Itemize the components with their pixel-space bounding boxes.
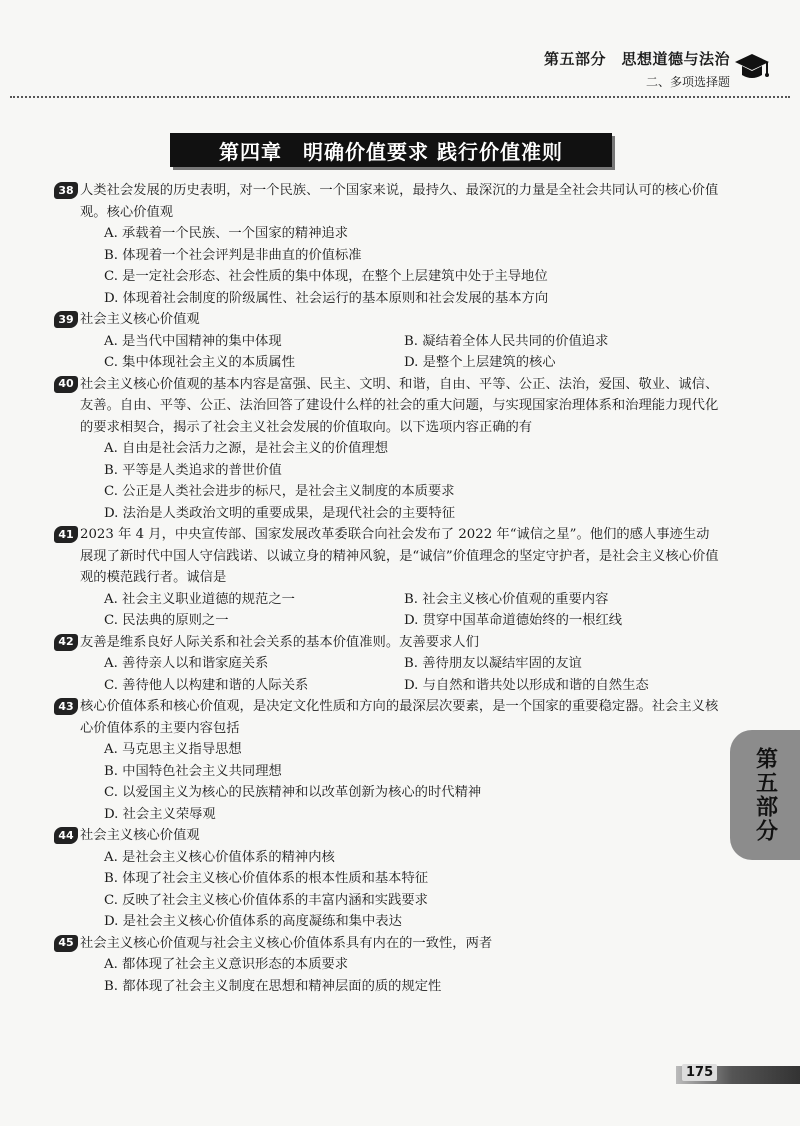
option-item: B. 社会主义核心价值观的重要内容 bbox=[404, 591, 609, 607]
option-item: C. 民法典的原则之一 bbox=[104, 613, 229, 628]
option-item: A. 自由是社会活力之源，是社会主义的价值理想 bbox=[104, 441, 388, 456]
side-tab bbox=[730, 730, 800, 860]
option-list bbox=[80, 954, 720, 997]
option-list bbox=[80, 589, 720, 632]
option-item: A. 社会主义职业道德的规范之一 bbox=[104, 591, 295, 607]
option-item: B. 凝结着全体人民共同的价值追求 bbox=[404, 333, 609, 349]
question-stem: 社会主义核心价值观的基本内容是富强、民主、文明、和谐，自由、平等、公正、法治，爱国、敬业、诚信、友善。自由、平等、公正、法治回答了建设什么样的社会的重大问题，与实现国家治理体系和治理能力现代化的要求相契合，揭示了社会主义社会发展的价值取向。以下选项内容正确的有 bbox=[80, 376, 719, 435]
question-stem: 2023 年 4 月，中央宣传部、国家发展改革委联合向社会发布了 2022 年“诚信之星”。他们的感人事迹生动展现了新时代中国人守信践诺、以诚立身的精神风貌，是“诚信”价值理念的坚定守护者，是社会主义核心价值观的模范践行者。诚信是 bbox=[80, 527, 719, 585]
option-list bbox=[80, 223, 720, 309]
question-number-badge: 41 bbox=[54, 526, 78, 543]
question-item bbox=[58, 696, 720, 825]
question-stem: 社会主义核心价值观 bbox=[80, 312, 200, 327]
option-item: D. 社会主义荣辱观 bbox=[104, 806, 216, 822]
question-number-badge: 39 bbox=[54, 311, 78, 328]
option-item: B. 中国特色社会主义共同理想 bbox=[104, 763, 282, 779]
question-item bbox=[58, 632, 720, 697]
option-item: C. 公正是人类社会进步的标尺，是社会主义制度的本质要求 bbox=[104, 484, 455, 499]
option-item: C. 以爱国主义为核心的民族精神和以改革创新为核心的时代精神 bbox=[104, 785, 482, 800]
question-number-badge: 38 bbox=[54, 182, 78, 199]
question-item bbox=[58, 933, 720, 998]
question-number-badge: 43 bbox=[54, 698, 78, 715]
page-number: 175 bbox=[682, 1064, 717, 1081]
question-item bbox=[58, 825, 720, 933]
question-list bbox=[58, 180, 720, 997]
option-item: B. 都体现了社会主义制度在思想和精神层面的质的规定性 bbox=[104, 978, 442, 994]
option-item: D. 法治是人类政治文明的重要成果，是现代社会的主要特征 bbox=[104, 505, 456, 521]
option-item: A. 承载着一个民族、一个国家的精神追求 bbox=[104, 226, 349, 241]
question-stem: 社会主义核心价值观 bbox=[80, 828, 200, 843]
option-item: B. 善待朋友以凝结牢固的友谊 bbox=[404, 656, 582, 671]
header-divider bbox=[10, 96, 790, 98]
question-stem: 友善是维系良好人际关系和社会关系的基本价值准则。友善要求人们 bbox=[80, 634, 479, 650]
question-number-badge: 42 bbox=[54, 634, 78, 651]
running-header bbox=[544, 48, 730, 90]
option-item: A. 善待亲人以和谐家庭关系 bbox=[104, 656, 269, 671]
question-number-badge: 45 bbox=[54, 935, 78, 952]
option-item: A. 是社会主义核心价值体系的精神内核 bbox=[104, 849, 335, 865]
option-item: C. 反映了社会主义核心价值体系的丰富内涵和实践要求 bbox=[104, 892, 428, 908]
question-stem: 核心价值体系和核心价值观，是决定文化性质和方向的最深层次要素，是一个国家的重要稳定器。社会主义核心价值体系的主要内容包括 bbox=[80, 699, 719, 736]
question-item bbox=[58, 309, 720, 374]
option-item: B. 体现着一个社会评判是非曲直的价值标准 bbox=[104, 247, 362, 263]
option-item: D. 是整个上层建筑的核心 bbox=[404, 355, 556, 370]
option-item: C. 是一定社会形态、社会性质的集中体现，在整个上层建筑中处于主导地位 bbox=[104, 269, 548, 284]
option-list bbox=[80, 739, 720, 825]
option-list bbox=[80, 438, 720, 524]
question-stem: 人类社会发展的历史表明，对一个民族、一个国家来说，最持久、最深沉的力量是全社会共同认可的核心价值观。核心价值观 bbox=[80, 183, 719, 220]
question-item bbox=[58, 374, 720, 525]
chapter-title: 第四章 明确价值要求 践行价值准则 bbox=[170, 133, 612, 167]
question-number-badge: 40 bbox=[54, 376, 78, 393]
question-number-badge: 44 bbox=[54, 827, 78, 844]
section-subtitle: 二、多项选择题 bbox=[645, 75, 730, 89]
option-item: A. 马克思主义指导思想 bbox=[104, 742, 242, 757]
option-item: D. 与自然和谐共处以形成和谐的自然生态 bbox=[404, 677, 649, 693]
graduation-cap-icon bbox=[734, 50, 770, 84]
option-item: C. 集中体现社会主义的本质属性 bbox=[104, 355, 296, 370]
option-item: B. 平等是人类追求的普世价值 bbox=[104, 462, 282, 478]
option-item: A. 都体现了社会主义意识形态的本质要求 bbox=[104, 957, 349, 972]
option-item: D. 贯穿中国革命道德始终的一根红线 bbox=[404, 613, 623, 628]
option-list bbox=[80, 331, 720, 374]
question-item bbox=[58, 524, 720, 632]
option-item: D. 体现着社会制度的阶级属性、社会运行的基本原则和社会发展的基本方向 bbox=[104, 290, 549, 306]
question-stem: 社会主义核心价值观与社会主义核心价值体系具有内在的一致性，两者 bbox=[80, 935, 493, 951]
side-tab-label: 第五部分 bbox=[752, 747, 778, 843]
option-item: B. 体现了社会主义核心价值体系的根本性质和基本特征 bbox=[104, 871, 429, 886]
option-list bbox=[80, 653, 720, 696]
question-item bbox=[58, 180, 720, 309]
option-item: A. 是当代中国精神的集中体现 bbox=[104, 333, 282, 349]
option-item: D. 是社会主义核心价值体系的高度凝练和集中表达 bbox=[104, 914, 402, 929]
option-item: C. 善待他人以构建和谐的人际关系 bbox=[104, 677, 309, 693]
part-title: 第五部分 思想道德与法治 bbox=[543, 50, 730, 68]
option-list bbox=[80, 847, 720, 933]
